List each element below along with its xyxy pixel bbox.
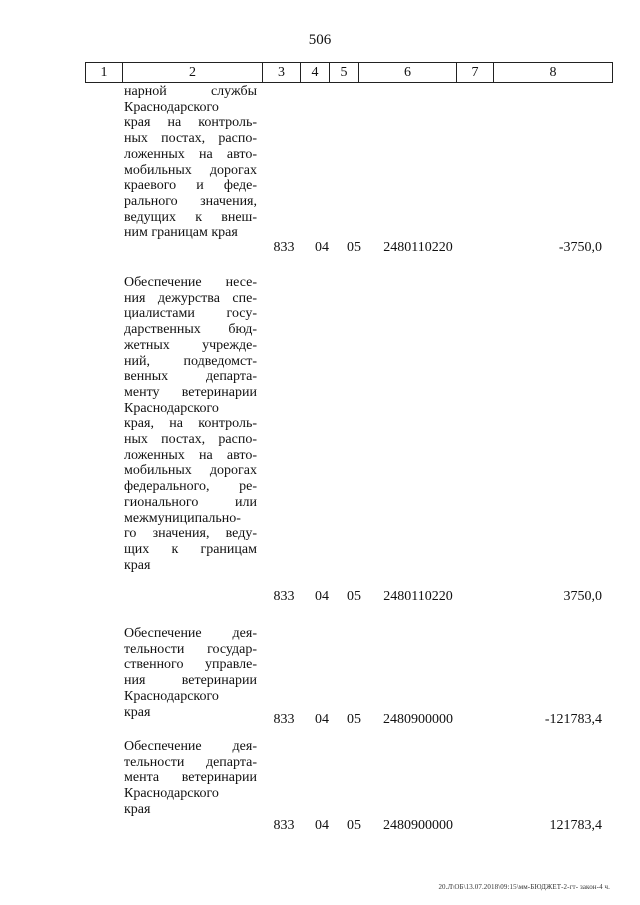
desc-line: Обеспечение дея- bbox=[124, 739, 257, 754]
cell-ved: 833 bbox=[273, 818, 295, 833]
desc-line: федерального, ре- bbox=[124, 479, 257, 495]
cell-csr: 2480110220 bbox=[383, 589, 453, 604]
desc-line: мента ветеринарии bbox=[124, 770, 257, 786]
desc-line: ния ветеринарии bbox=[124, 673, 257, 689]
desc-line: мобильных дорогах bbox=[124, 162, 257, 178]
desc-line: края на контроль- bbox=[124, 115, 257, 131]
row-description bbox=[124, 84, 257, 241]
desc-line: межмуниципально- bbox=[124, 510, 241, 526]
header-col-1: 1 bbox=[86, 63, 123, 83]
desc-line: менту ветеринарии bbox=[124, 384, 257, 400]
header-col-6: 6 bbox=[359, 63, 457, 83]
desc-line: края bbox=[124, 557, 151, 573]
column-number-header bbox=[85, 62, 613, 83]
desc-line: гионального или bbox=[124, 494, 257, 510]
header-col-7: 7 bbox=[457, 63, 494, 83]
row-description bbox=[124, 275, 257, 573]
cell-amount: -3750,0 bbox=[558, 240, 602, 255]
cell-ved: 833 bbox=[273, 589, 295, 604]
header-col-4: 4 bbox=[301, 63, 330, 83]
cell-csr: 2480110220 bbox=[383, 240, 453, 255]
desc-line: ним границам края bbox=[124, 225, 238, 241]
desc-line: Краснодарского bbox=[124, 786, 219, 802]
desc-line: тельности департа- bbox=[124, 754, 257, 770]
desc-line: жетных учрежде- bbox=[124, 337, 257, 353]
desc-line: ведущих к внеш- bbox=[124, 209, 257, 225]
desc-line: венных департа- bbox=[124, 369, 257, 385]
desc-line: края bbox=[124, 801, 151, 817]
desc-line: краевого и феде- bbox=[124, 178, 257, 194]
cell-csr: 2480900000 bbox=[383, 818, 453, 833]
desc-line: ных постах, распо- bbox=[124, 131, 257, 147]
desc-line: края bbox=[124, 704, 151, 720]
desc-line: дарственных бюд- bbox=[124, 322, 257, 338]
document-footer: 20.Л\ОБ\13.07.2018\09:15\мм-БЮДЖЕТ-2-гт- закон-4 ч. bbox=[438, 883, 610, 891]
cell-pr: 05 bbox=[347, 589, 361, 604]
cell-rz: 04 bbox=[315, 712, 329, 727]
cell-ved: 833 bbox=[273, 240, 295, 255]
desc-line: ственного управле- bbox=[124, 657, 257, 673]
desc-line: Краснодарского bbox=[124, 688, 219, 704]
desc-line: мобильных дорогах bbox=[124, 463, 257, 479]
desc-line: щих к границам bbox=[124, 541, 257, 557]
desc-line: Краснодарского bbox=[124, 99, 219, 115]
page-number: 506 bbox=[308, 32, 332, 48]
desc-line: Краснодарского bbox=[124, 400, 219, 416]
cell-pr: 05 bbox=[347, 240, 361, 255]
desc-line: ний, подведомст- bbox=[124, 353, 257, 369]
header-col-3: 3 bbox=[263, 63, 301, 83]
cell-amount: -121783,4 bbox=[544, 712, 602, 727]
desc-line: Обеспечение дея- bbox=[124, 626, 257, 641]
desc-line: ложенных на авто- bbox=[124, 447, 257, 463]
desc-line: ния дежурства спе- bbox=[124, 290, 257, 306]
row-description bbox=[124, 739, 257, 818]
desc-line: рального значения, bbox=[124, 193, 257, 209]
cell-ved: 833 bbox=[273, 712, 295, 727]
cell-rz: 04 bbox=[315, 240, 329, 255]
cell-amount: 121783,4 bbox=[549, 818, 602, 833]
cell-amount: 3750,0 bbox=[563, 589, 602, 604]
desc-line: циалистами госу- bbox=[124, 306, 257, 322]
cell-pr: 05 bbox=[347, 712, 361, 727]
header-col-2: 2 bbox=[123, 63, 263, 83]
row-description bbox=[124, 626, 257, 720]
header-col-8: 8 bbox=[494, 63, 613, 83]
cell-rz: 04 bbox=[315, 818, 329, 833]
desc-line: ложенных на авто- bbox=[124, 146, 257, 162]
cell-csr: 2480900000 bbox=[383, 712, 453, 727]
desc-line: ных постах, распо- bbox=[124, 432, 257, 448]
desc-line: края, на контроль- bbox=[124, 416, 257, 432]
cell-pr: 05 bbox=[347, 818, 361, 833]
desc-line: Обеспечение несе- bbox=[124, 275, 257, 290]
desc-line: тельности государ- bbox=[124, 641, 257, 657]
cell-rz: 04 bbox=[315, 589, 329, 604]
desc-line: нарной службы bbox=[124, 84, 257, 99]
header-col-5: 5 bbox=[330, 63, 359, 83]
desc-line: го значения, веду- bbox=[124, 526, 257, 542]
